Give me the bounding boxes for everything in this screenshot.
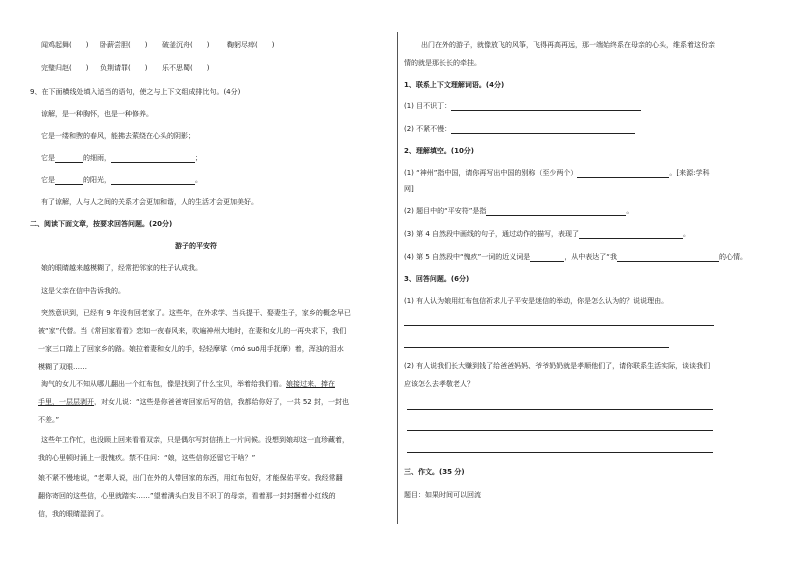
q9-blank-4a[interactable] bbox=[55, 177, 83, 185]
q9-blank-3a[interactable] bbox=[55, 155, 83, 163]
q3-b-answer-line-2[interactable] bbox=[407, 430, 713, 431]
q2-a-cont: 网] bbox=[404, 185, 414, 193]
q2-c-answer[interactable] bbox=[579, 231, 683, 239]
article-p6-line2: 翻你寄回的这些信，心里就踏实……”望着满头白发目不识丁的母亲，看着那一封封捆着小红线的 bbox=[38, 492, 336, 500]
q2-d-answer-2[interactable] bbox=[617, 254, 719, 262]
q2-a-answer[interactable] bbox=[577, 170, 669, 178]
q1-a: (1) 目不识丁： bbox=[404, 102, 641, 111]
q9-sentence-4: 它是 的阳光， 。 bbox=[41, 176, 202, 184]
article-p5-line2: 我的心里顿时涌上一股愧疚。禁不住问：“娘，这些信你还留它干啥？” bbox=[38, 454, 256, 462]
q1-heading: 1、联系上下文理解词语。(4分) bbox=[404, 81, 505, 89]
q9-blank-4b[interactable] bbox=[111, 177, 195, 185]
q2-b: (2) 题目中的“平安符”是指 。 bbox=[404, 207, 634, 215]
article-p3-line3: 一家三口踏上了回家乡的路。娘拉着妻和女儿的手，轻轻摩挲（mó suō用手抚摩）着，浑浊的泪水 bbox=[38, 345, 344, 353]
section-3-heading: 三、作文。(35 分) bbox=[404, 468, 465, 476]
q3-a: (1) 有人认为娘用红布包信祈求儿子平安是迷信的举动，你是怎么认为的？说说理由。 bbox=[404, 297, 669, 305]
composition-prompt: 题目：如果时间可以回流 bbox=[404, 491, 481, 499]
q9-sentence-5: 有了谅解，人与人之间的关系才会更加和谐，人的生活才会更加美好。 bbox=[41, 198, 258, 206]
q2-b-answer[interactable] bbox=[486, 208, 626, 216]
article-p3-line2: 被“家”代替。当《常回家看看》恋如一夜春风来，吹遍神州大地时，在妻和女儿的一再央求下，我们 bbox=[38, 327, 347, 335]
idiom-row-2: 完璧归赵( ) 负荆请罪( ) 乐不思蜀( ) bbox=[41, 64, 210, 72]
q9-prompt: 9、在下面横线处填入适当的语句，使之与上下文组成排比句。(4分) bbox=[30, 88, 241, 96]
article-p5-line1: 这些年工作忙，也没顾上回来看看双亲，只是偶尔写封信捎上一片问候。没想到娘却这一直珍藏着， bbox=[41, 436, 349, 444]
q3-a-answer-line-1[interactable] bbox=[404, 325, 714, 326]
intro-line1: 出门在外的游子，就像放飞的风筝，飞得再高再远，那一端始终系在母亲的心头，维系着这份亲 bbox=[421, 41, 715, 49]
article-p6-line3: 信，我的眼睛湿润了。 bbox=[38, 510, 108, 518]
article-p6-line1: 娘不紧不慢地说，“老辈人说，出门在外的人带回家的东西，用红布包好，才能保佑平安。我经常翻 bbox=[38, 474, 343, 482]
q9-sentence-2: 它是一缕和煦的春风，能拂去萦绕在心头的阴影； bbox=[41, 132, 195, 140]
column-divider bbox=[397, 32, 398, 524]
intro-line2: 情的就是那长长的牵挂。 bbox=[404, 59, 481, 67]
article-title: 游子的平安符 bbox=[175, 242, 217, 250]
q3-b-answer-line-1[interactable] bbox=[407, 409, 713, 410]
q2-a: (1) “神州”指中国，请你再写出中国的别称（至少两个） 。[来源:学科 bbox=[404, 169, 710, 177]
q1-b-answer[interactable] bbox=[451, 126, 635, 134]
q3-b-line2: 应该怎么去孝敬老人？ bbox=[404, 380, 474, 388]
q3-a-answer-line-2[interactable] bbox=[404, 347, 669, 348]
q9-sentence-1: 谅解，是一种胸怀，也是一种修养。 bbox=[41, 110, 153, 118]
article-p4-line3: 不差。” bbox=[38, 416, 60, 424]
q3-b-line1: (2) 有人说我们长大赚到钱了给爸爸妈妈、爷爷奶奶就是孝顺他们了，请你联系生活实际，谈谈我们 bbox=[404, 362, 711, 370]
article-p2: 这是父亲在信中告诉我的。 bbox=[41, 287, 125, 295]
article-p3-line1: 突然意识到，已经有 9 年没有回老家了。这些年，在外求学、当兵提干、娶妻生子，家乡的概念早已 bbox=[41, 309, 351, 317]
q1-a-answer[interactable] bbox=[451, 103, 641, 111]
q9-sentence-3: 它是 的细雨， ； bbox=[41, 154, 202, 162]
article-p4-line1: 淘气的女儿不知从哪儿翻出一个红布包，像是找到了什么宝贝，举着给我们看。娘接过来，捧在 bbox=[41, 380, 335, 388]
q3-b-answer-line-3[interactable] bbox=[407, 452, 713, 453]
q2-c: (3) 第 4 自然段中画线的句子，通过动作的描写，表现了 。 bbox=[404, 230, 691, 238]
idiom-row-1: 闻鸡起舞( ) 卧薪尝胆( ) 破釜沉舟( ) 鞠躬尽瘁( ) bbox=[41, 41, 275, 49]
article-p3-line4: 模糊了双眼…… bbox=[38, 363, 87, 371]
article-p4-line2: 手里，一层层剥开，对女儿说：“这些是你爸爸寄回家后写的信，我都给你好了，一共 52 封，一封也 bbox=[38, 398, 349, 406]
q2-d: (4) 第 5 自然段中“愧疚”一词的近义词是 ，从中表达了“我 的心情。 bbox=[404, 253, 747, 261]
q3-heading: 3、回答问题。(6分) bbox=[404, 275, 470, 283]
underlined-sentence: 娘接过来，捧在 bbox=[286, 380, 335, 388]
q2-d-answer-1[interactable] bbox=[530, 254, 564, 262]
q9-blank-3b[interactable] bbox=[111, 155, 195, 163]
q2-heading: 2、理解填空。(10分) bbox=[404, 147, 475, 155]
q1-b: (2) 不紧不慢： bbox=[404, 125, 635, 134]
article-p1: 娘的眼睛越来越模糊了，经常把邻家的柱子认成我。 bbox=[41, 264, 202, 272]
section-2-heading: 二、阅读下面文章，按要求回答问题。(20分) bbox=[30, 220, 173, 228]
